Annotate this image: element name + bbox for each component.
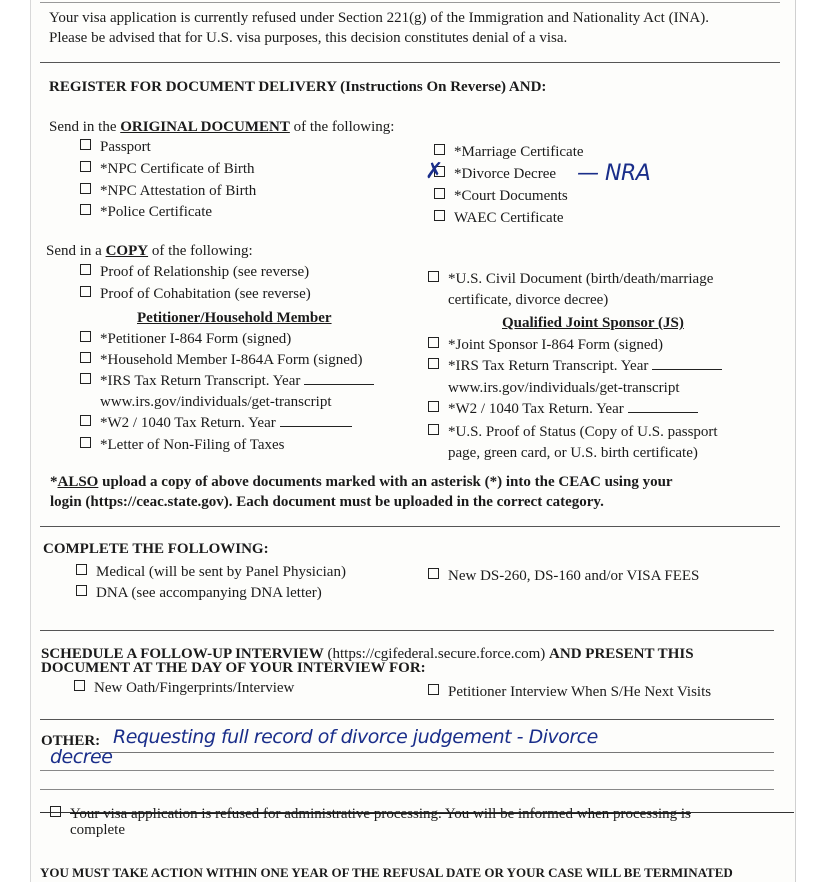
schedule-line-1: SCHEDULE A FOLLOW-UP INTERVIEW (https://cgifederal.secure.force.com) AND PRESENT THIS xyxy=(41,646,694,662)
checkbox-waec[interactable]: WAEC Certificate xyxy=(434,210,564,227)
schedule-line-2: DOCUMENT AT THE DAY OF YOUR INTERVIEW FOR: xyxy=(41,660,426,676)
checkbox-icon[interactable] xyxy=(428,424,439,435)
checkbox-court[interactable]: *Court Documents xyxy=(434,188,568,205)
checkbox-icon[interactable] xyxy=(80,161,91,172)
refusal-line-1: Your visa application is currently refused under Section 221(g) of the Immigration and Nationality Act (INA). xyxy=(49,10,709,26)
checkbox-icon[interactable] xyxy=(80,204,91,215)
checkbox-icon[interactable] xyxy=(80,286,91,297)
checkbox-dna[interactable]: DNA (see accompanying DNA letter) xyxy=(76,585,322,602)
checkbox-icon[interactable] xyxy=(428,337,439,348)
checkbox-icon[interactable] xyxy=(428,401,439,412)
year-blank[interactable] xyxy=(652,369,722,370)
checkbox-petitioner-interview[interactable]: Petitioner Interview When S/He Next Visits xyxy=(428,684,711,701)
checkbox-petitioner-i864[interactable]: *Petitioner I-864 Form (signed) xyxy=(80,331,291,348)
termination-warning: YOU MUST TAKE ACTION WITHIN ONE YEAR OF THE REFUSAL DATE OR YOUR CASE WILL BE TERMINATED xyxy=(40,865,733,880)
checkbox-pet-w2[interactable]: *W2 / 1040 Tax Return. Year xyxy=(80,415,352,432)
other-handwritten-line-1: Requesting full record of divorce judgement - Divorce xyxy=(113,726,598,748)
js-irs-url: www.irs.gov/individuals/get-transcript xyxy=(448,380,680,396)
petitioner-heading: Petitioner/Household Member xyxy=(137,310,332,326)
checkbox-passport[interactable]: Passport xyxy=(80,139,151,156)
checkbox-icon[interactable] xyxy=(80,264,91,275)
checkbox-marriage[interactable]: *Marriage Certificate xyxy=(434,144,584,161)
other-rule-2 xyxy=(40,770,774,771)
checkbox-icon[interactable] xyxy=(428,358,439,369)
original-instruction: Send in the ORIGINAL DOCUMENT of the following: xyxy=(49,119,395,135)
year-blank[interactable] xyxy=(628,412,698,413)
checkbox-icon[interactable] xyxy=(80,183,91,194)
checkbox-icon[interactable] xyxy=(50,806,61,817)
divorce-handwritten-note: — NRA xyxy=(577,161,651,186)
checkbox-admin-processing[interactable]: Your visa application is refused for administrative processing. You will be informed when processing is xyxy=(50,806,691,823)
checkbox-medical[interactable]: Medical (will be sent by Panel Physician) xyxy=(76,564,346,581)
joint-sponsor-heading: Qualified Joint Sponsor (JS) xyxy=(502,315,684,331)
register-heading: REGISTER FOR DOCUMENT DELIVERY (Instructions On Reverse) AND: xyxy=(49,79,547,95)
divider xyxy=(40,62,780,63)
checkbox-icon[interactable] xyxy=(80,331,91,342)
checkbox-icon[interactable] xyxy=(434,144,445,155)
checkbox-js-proof-status[interactable]: *U.S. Proof of Status (Copy of U.S. passport xyxy=(428,424,718,441)
checkbox-icon[interactable] xyxy=(428,684,439,695)
checkbox-pet-irs-transcript[interactable]: *IRS Tax Return Transcript. Year xyxy=(80,373,374,390)
checkbox-icon[interactable] xyxy=(434,188,445,199)
other-rule-1 xyxy=(100,752,774,753)
checkbox-icon[interactable] xyxy=(80,352,91,363)
checkbox-js-irs-transcript[interactable]: *IRS Tax Return Transcript. Year xyxy=(428,358,722,375)
checkbox-js-i864[interactable]: *Joint Sponsor I-864 Form (signed) xyxy=(428,337,663,354)
checkbox-divorce[interactable]: *Divorce Decree xyxy=(434,166,556,183)
other-rule-3 xyxy=(40,789,774,790)
checkbox-police[interactable]: *Police Certificate xyxy=(80,204,212,221)
also-upload-line-2: login (https://ceac.state.gov). Each document must be uploaded in the correct category. xyxy=(50,494,604,510)
checkbox-js-w2[interactable]: *W2 / 1040 Tax Return. Year xyxy=(428,401,698,418)
us-civil-line-2: certificate, divorce decree) xyxy=(448,292,609,308)
admin-line-2: complete xyxy=(70,822,125,838)
top-rule xyxy=(40,2,780,3)
checkbox-icon[interactable] xyxy=(428,568,439,579)
year-blank[interactable] xyxy=(304,384,374,385)
divider xyxy=(40,719,774,720)
divider xyxy=(40,630,774,631)
pet-irs-url: www.irs.gov/individuals/get-transcript xyxy=(100,394,332,410)
checkbox-icon[interactable] xyxy=(76,585,87,596)
checkbox-icon[interactable] xyxy=(80,373,91,384)
js-proof-status-line-2: page, green card, or U.S. birth certificate) xyxy=(448,445,698,461)
other-handwritten-line-2: decree xyxy=(50,746,113,768)
checkbox-icon[interactable] xyxy=(434,210,445,221)
checkbox-icon[interactable] xyxy=(80,415,91,426)
also-upload-line-1: *ALSO upload a copy of above documents marked with an asterisk (*) into the CEAC using your xyxy=(50,474,673,490)
checkbox-npc-birth[interactable]: *NPC Certificate of Birth xyxy=(80,161,255,178)
checkbox-icon[interactable] xyxy=(80,139,91,150)
checkbox-non-filing[interactable]: *Letter of Non-Filing of Taxes xyxy=(80,437,284,454)
year-blank[interactable] xyxy=(280,426,352,427)
checkbox-npc-attestation[interactable]: *NPC Attestation of Birth xyxy=(80,183,256,200)
divorce-check-mark: ✗ xyxy=(425,159,443,184)
checkbox-household-i864a[interactable]: *Household Member I-864A Form (signed) xyxy=(80,352,362,369)
checkbox-icon[interactable] xyxy=(428,271,439,282)
complete-heading: COMPLETE THE FOLLOWING: xyxy=(43,541,269,557)
checkbox-icon[interactable] xyxy=(74,680,85,691)
checkbox-relationship[interactable]: Proof of Relationship (see reverse) xyxy=(80,264,309,281)
copy-instruction: Send in a COPY of the following: xyxy=(46,243,253,259)
checkbox-ds260-fees[interactable]: New DS-260, DS-160 and/or VISA FEES xyxy=(428,568,699,585)
checkbox-icon[interactable] xyxy=(80,437,91,448)
divider xyxy=(40,526,780,527)
checkbox-cohabitation[interactable]: Proof of Cohabitation (see reverse) xyxy=(80,286,311,303)
refusal-line-2: Please be advised that for U.S. visa purposes, this decision constitutes denial of a visa. xyxy=(49,30,568,46)
other-label: OTHER: xyxy=(41,733,101,749)
checkbox-us-civil[interactable]: *U.S. Civil Document (birth/death/marriage xyxy=(428,271,713,288)
checkbox-icon[interactable] xyxy=(76,564,87,575)
checkbox-new-oath[interactable]: New Oath/Fingerprints/Interview xyxy=(74,680,294,697)
